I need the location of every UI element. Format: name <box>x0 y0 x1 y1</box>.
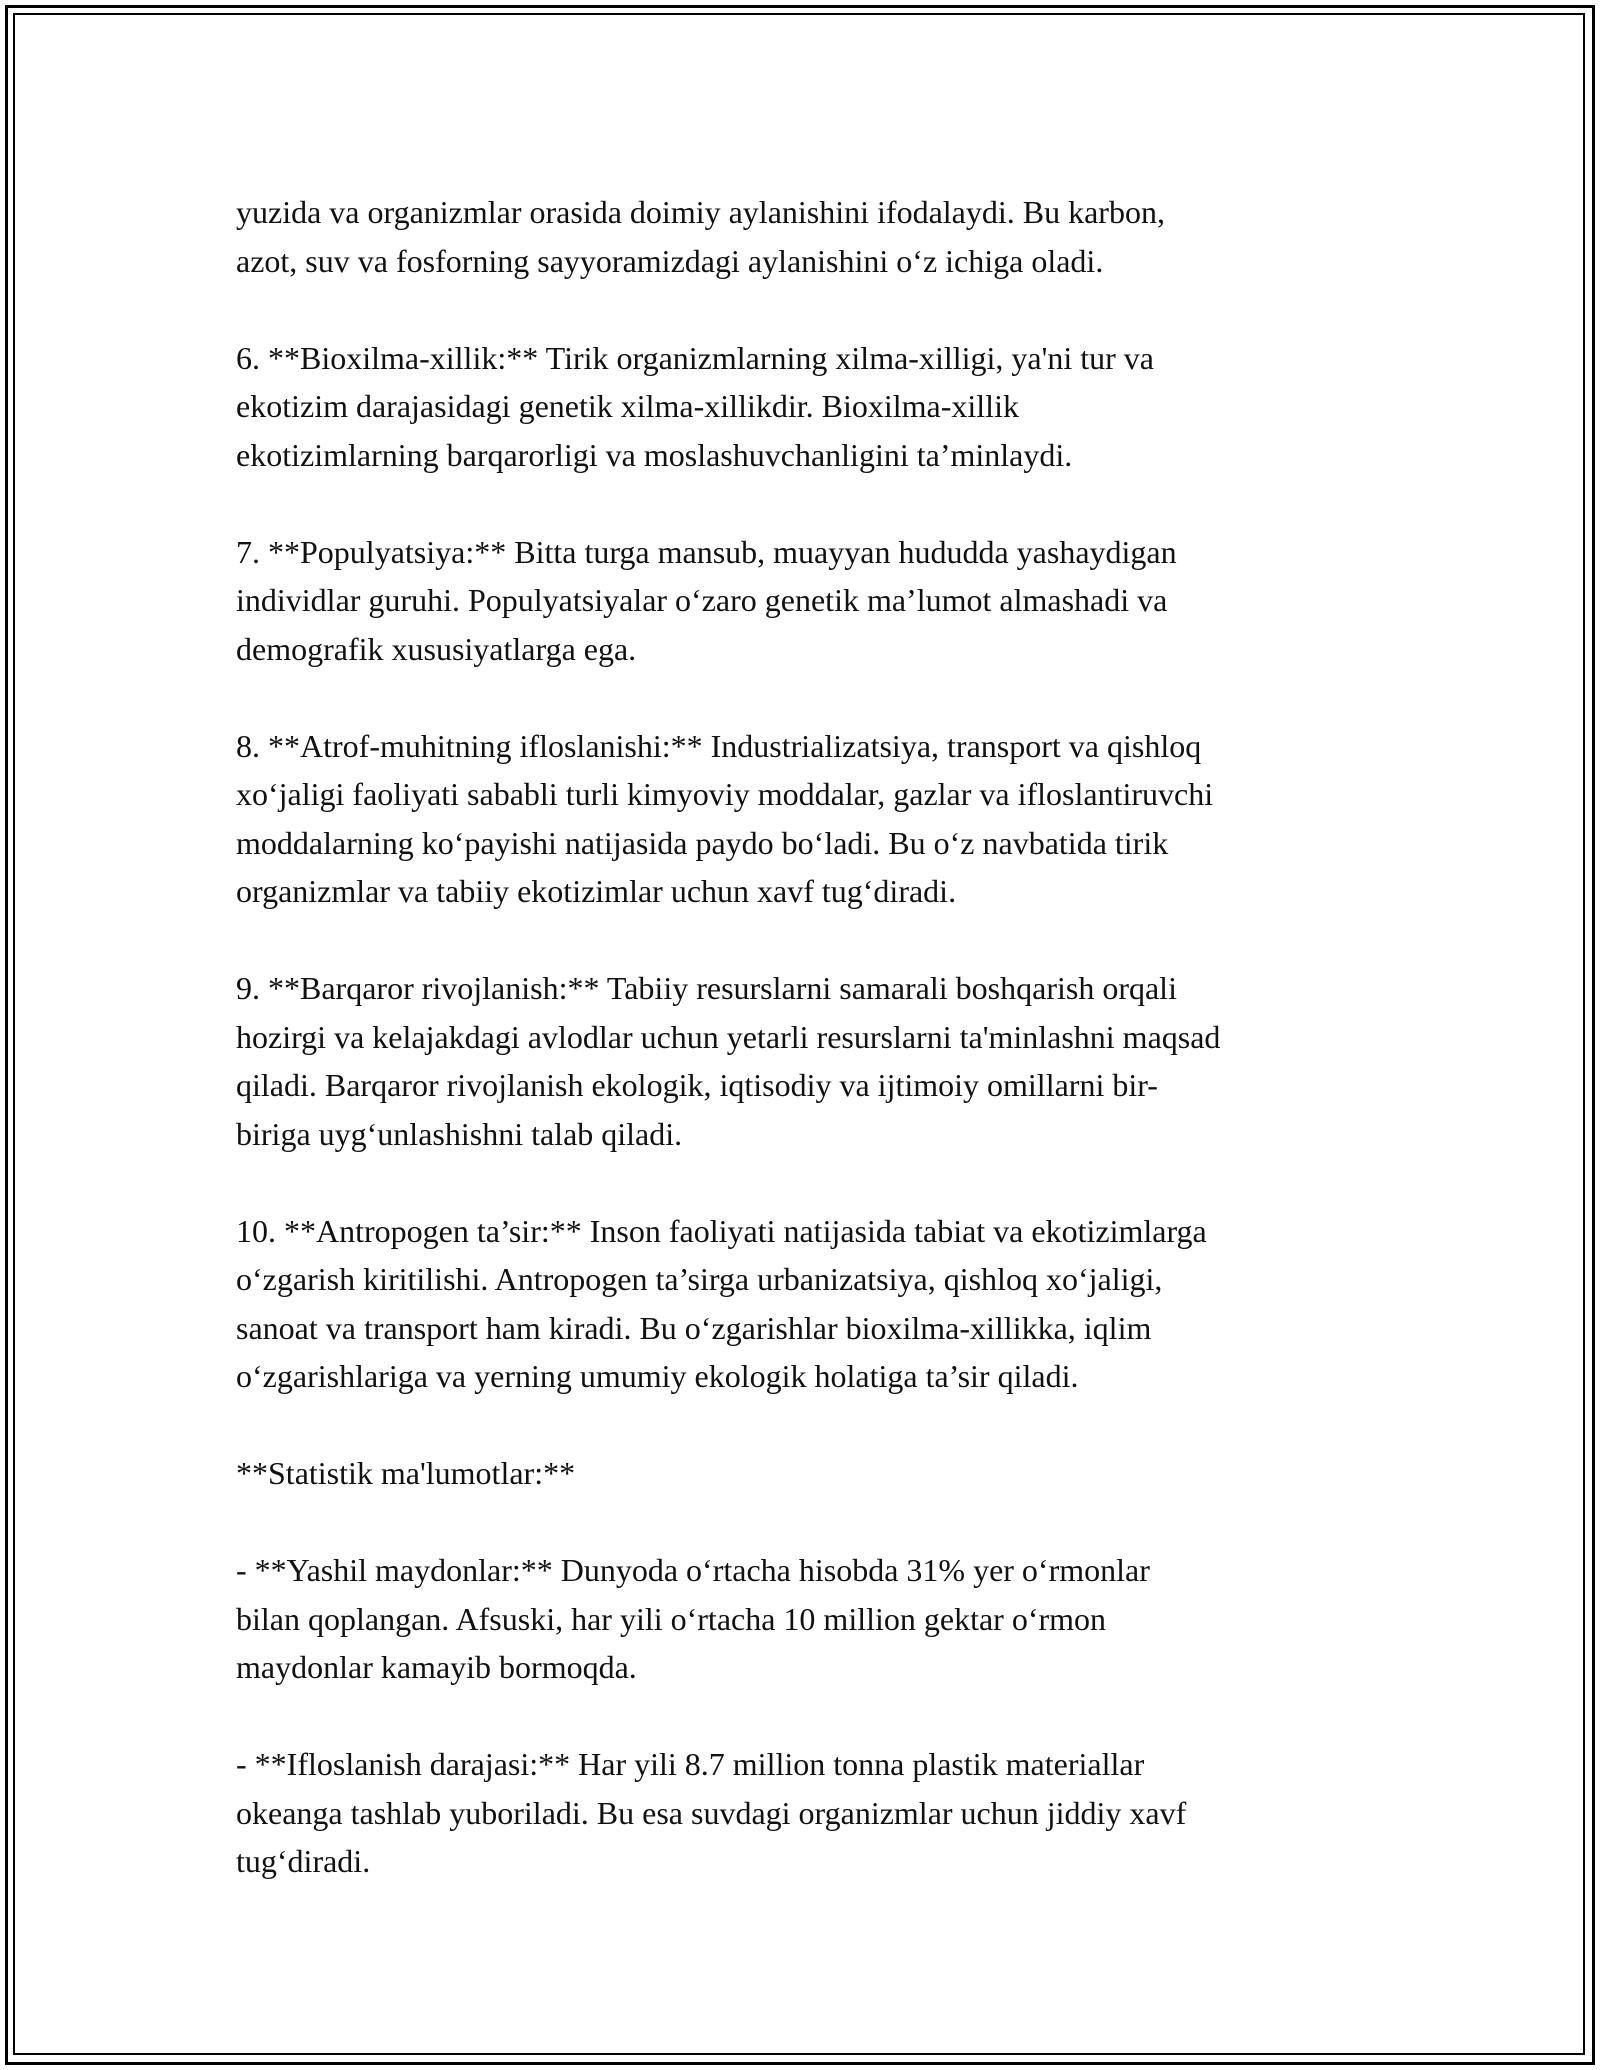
list-item-green-areas: - **Yashil maydonlar:** Dunyoda o‘rtacha hisobda 31% yer o‘rmonlar bilan qoplangan. Afsuski, har yili o‘rtacha 10 million gektar o‘rmon maydonlar kamayib bormoqda. <box>236 1552 1150 1685</box>
paragraph-anthropogenic-impact: 10. **Antropogen ta’sir:** Inson faoliyati natijasida tabiat va ekotizimlarga o‘zgarish kiritilishi. Antropogen ta’sirga urbanizatsiya, qishloq xo‘jaligi, sanoat va transport ham kiradi. Bu o‘zgarishlar bioxilma-xillikka, iqlim o‘zgarishlariga va yerning umumiy ekologik holatiga ta’sir qiladi. <box>236 1212 1207 1394</box>
paragraph-population: 7. **Populyatsiya:** Bitta turga mansub, muayyan hududda yashaydigan individlar guruhi. Populyatsiyalar o‘zaro genetik ma’lumot almashadi va demografik xususiyatlarga ega. <box>236 533 1177 667</box>
paragraph-biodiversity: 6. **Bioxilma-xillik:** Tirik organizmlarning xilma-xilligi, ya'ni tur va ekotizim darajasidagi genetik xilma-xillikdir. Bioxilma-xillik ekotizimlarning barqarorligi va moslashuvchanligini ta’minlaydi. <box>236 339 1154 473</box>
list-item-pollution-level: - **Ifloslanish darajasi:** Har yili 8.7 million tonna plastik materiallar okeanga tashlab yuboriladi. Bu esa suvdagi organizmlar uchun jiddiy xavf tug‘diradi. <box>236 1746 1187 1879</box>
paragraph-sustainable-development: 9. **Barqaror rivojlanish:** Tabiiy resurslarni samarali boshqarish orqali hozirgi va kelajakdagi avlodlar uchun yetarli resurslarni ta'minlashni maqsad qiladi. Barqaror rivojlanish ekologik, iqtisodiy va ijtimoiy omillarni bir- biriga uyg‘unlashishni talab qiladi. <box>236 970 1221 1152</box>
paragraph-pollution: 8. **Atrof-muhitning ifloslanishi:** Industrializatsiya, transport va qishloq xo‘jaligi faoliyati sababli turli kimyoviy moddalar, gazlar va ifloslantiruvchi moddalarning ko‘payishi natijasida paydo bo‘ladi. Bu o‘z navbatida tirik organizmlar va tabiiy ekotizimlar uchun xavf tug‘diradi. <box>236 727 1214 909</box>
document-body <box>236 188 1376 1886</box>
section-heading-statistics: **Statistik ma'lumotlar:** <box>236 1455 576 1491</box>
paragraph-carbon-cycle-continuation: yuzida va organizmlar orasida doimiy aylanishini ifodalaydi. Bu karbon, azot, suv va fosforning sayyoramizdagi aylanishini o‘z ichiga oladi. <box>236 194 1165 279</box>
